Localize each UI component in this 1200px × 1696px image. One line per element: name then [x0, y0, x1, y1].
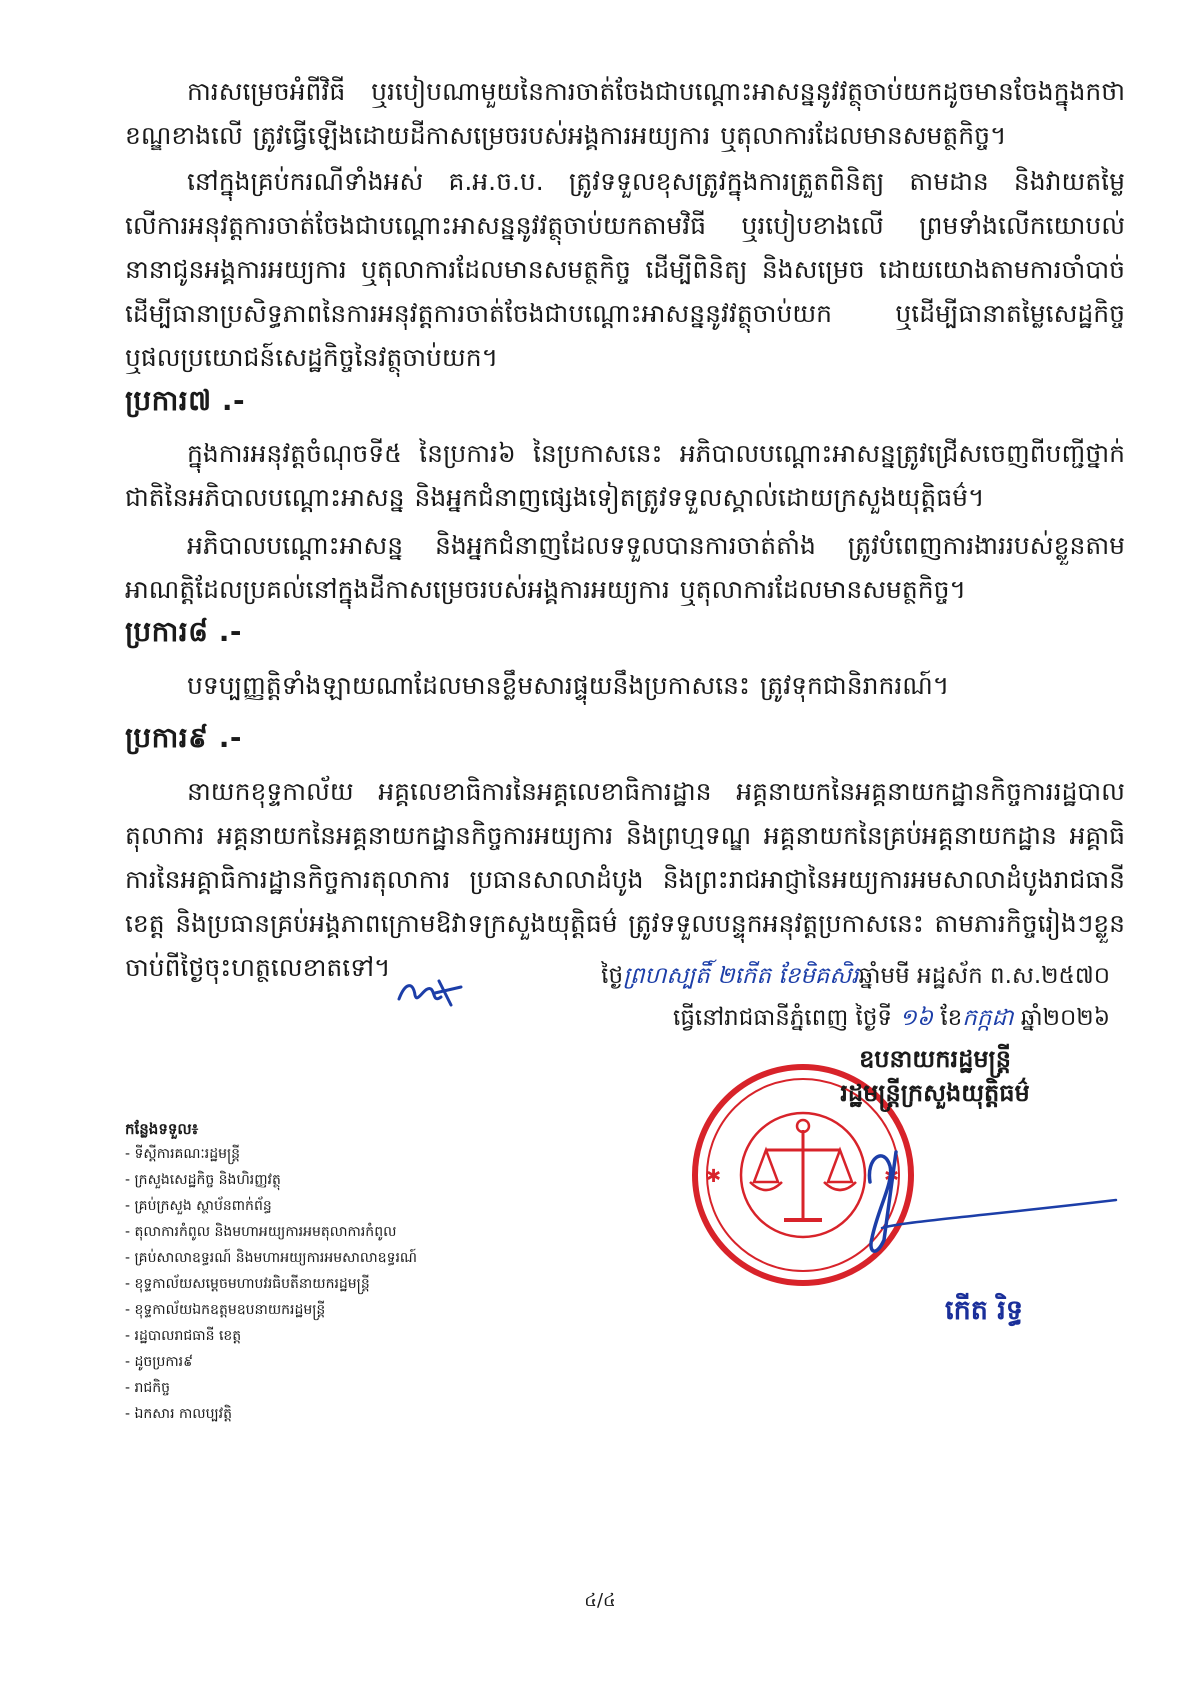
recipients-list: [125, 1117, 555, 1427]
lunar-date-line: [601, 955, 1110, 997]
recipients-title: កន្លែងទទួល៖: [125, 1120, 199, 1138]
solar-date-month-prefix: ខែ: [940, 1005, 963, 1031]
recipient-item: - ខុទ្ទកាល័យសម្តេចមហាបវរធិបតីនាយករដ្ឋមន្ត្រី: [125, 1271, 555, 1297]
recipient-item: - គ្រប់ក្រសួង ស្ថាប័នពាក់ព័ន្ធ: [125, 1193, 555, 1219]
paragraph-administrator-selection: ក្នុងការអនុវត្តចំណុចទី៥ នៃប្រការ៦ នៃប្រកាសនេះ អភិបាលបណ្តោះអាសន្នត្រូវជ្រើសចេញពីបញ្ជីថ្នាក់ជាតិនៃអភិបាលបណ្តោះអាសន្ន និងអ្នកជំនាញផ្សេងទៀតត្រូវទទួលស្គាល់ដោយក្រសួងយុត្តិធម៌។: [125, 439, 1125, 512]
recipient-item: - ខុទ្ទកាល័យឯកឧត្តមឧបនាយករដ្ឋមន្ត្រី: [125, 1297, 555, 1323]
paragraph-administrator-duties: អភិបាលបណ្តោះអាសន្ន និងអ្នកជំនាញដែលទទួលបានការចាត់តាំង ត្រូវបំពេញការងាររបស់ខ្លួនតាមអាណត្តិដែលប្រគល់នៅក្នុងដីកាសម្រេចរបស់អង្គការអយ្យការ ឬតុលាការដែលមានសមត្ថកិច្ច។: [125, 531, 1125, 604]
deputy-prime-minister-title: ឧបនាយករដ្ឋមន្ត្រី: [859, 1045, 1011, 1073]
solar-date-day: ១៦: [899, 1005, 934, 1031]
svg-text:✱: ✱: [706, 1166, 722, 1187]
solar-date-prefix: ធ្វើនៅរាជធានីភ្នំពេញ ថ្ងៃទី: [673, 1005, 893, 1031]
solar-date-month: កក្កដា: [962, 1005, 1014, 1031]
signer-name: កើត រិទ្ធ: [945, 1295, 1023, 1326]
minister-signature: [830, 1118, 1120, 1268]
article-7-heading: ប្រការ៧ .-: [125, 384, 246, 417]
lunar-date-prefix: ថ្ងៃ: [601, 963, 624, 989]
paragraph-implementation: នាយកខុទ្ទកាល័យ អគ្គលេខាធិការនៃអគ្គលេខាធិការដ្ឋាន អគ្គនាយកនៃអគ្គនាយកដ្ឋានកិច្ចការរដ្ឋបាលតុលាការ អគ្គនាយកនៃអគ្គនាយកដ្ឋានកិច្ចការអយ្យការ និងព្រហ្មទណ្ឌ អគ្គនាយកនៃគ្រប់អគ្គនាយកដ្ឋាន អគ្គាធិការនៃអគ្គាធិការដ្ឋានកិច្ចការតុលាការ ប្រធានសាលាដំបូង និងព្រះរាជអាជ្ញានៃអយ្យការអមសាលាដំបូងរាជធានី ខេត្ត និងប្រធានគ្រប់អង្គភាពក្រោមឱវាទក្រសួងយុត្តិធម៌ ត្រូវទទួលបន្ទុកអនុវត្តប្រកាសនេះ តាមភារកិច្ចរៀងៗខ្លួន ចាប់ពីថ្ងៃចុះហត្ថលេខាតទៅ។: [125, 777, 1125, 982]
paragraph-repeal: បទប្បញ្ញត្តិទាំងឡាយណាដែលមានខ្លឹមសារផ្ទុយនឹងប្រកាសនេះ ត្រូវទុកជានិរាករណ៍។: [187, 671, 950, 700]
recipient-item: - ឯកសារ កាលប្បវត្តិ: [125, 1401, 555, 1427]
recipient-item: - ដូចប្រការ៩: [125, 1349, 555, 1375]
solar-date-line: [601, 997, 1110, 1039]
solar-date-year: ឆ្នាំ២០២៦: [1020, 1005, 1110, 1031]
recipients-items: [125, 1141, 555, 1427]
recipient-item: - ក្រសួងសេដ្ឋកិច្ច និងហិរញ្ញវត្ថុ: [125, 1167, 555, 1193]
recipient-item: - គ្រប់សាលាឧទ្ធរណ៍ និងមហាអយ្យការអមសាលាឧទ្ធរណ៍: [125, 1245, 555, 1271]
svg-text:✱: ✱: [884, 1166, 900, 1187]
minister-of-justice-title: រដ្ឋមន្ត្រីក្រសួងយុត្តិធម៌: [840, 1079, 1030, 1107]
recipient-item: - តុលាការកំពូល និងមហាអយ្យការអមតុលាការកំពូល: [125, 1219, 555, 1245]
paragraph-decision-method: ការសម្រេចអំពីវិធី ឬរបៀបណាមួយនៃការចាត់ចែងជាបណ្តោះអាសន្ននូវវត្ថុចាប់យកដូចមានចែងក្នុងកថាខណ្ឌខាងលើ ត្រូវធ្វើឡើងដោយដីកាសម្រេចរបស់អង្គការអយ្យការ ឬតុលាការដែលមានសមត្ថកិច្ច។: [125, 77, 1125, 150]
lunar-date-handwritten: ព្រហស្បតិ៍ ២កើត ខែមិគសិរ: [623, 963, 859, 989]
recipient-item: - រាជកិច្ច: [125, 1375, 555, 1401]
recipient-item: - ទីស្តីការគណៈរដ្ឋមន្ត្រី: [125, 1141, 555, 1167]
date-block: [601, 955, 1110, 1039]
signatory-titles: [770, 1042, 1100, 1110]
initials-signature: [395, 975, 465, 1011]
page-number: ៤/៤: [584, 1590, 616, 1611]
recipient-item: - រដ្ឋបាលរាជធានី ខេត្ត: [125, 1323, 555, 1349]
article-8-heading: ប្រការ៨ .-: [125, 615, 242, 648]
paragraph-oversight: នៅក្នុងគ្រប់ករណីទាំងអស់ គ.អ.ច.ប. ត្រូវទទួលខុសត្រូវក្នុងការត្រួតពិនិត្យ តាមដាន និងវាយតម្លៃលើការអនុវត្តការចាត់ចែងជាបណ្តោះអាសន្ននូវវត្ថុចាប់យកតាមវិធី ឬរបៀបខាងលើ ព្រមទាំងលើកយោបល់នានាជូនអង្គការអយ្យការ ឬតុលាការដែលមានសមត្ថកិច្ច ដើម្បីពិនិត្យ និងសម្រេច ដោយយោងតាមការចាំបាច់ដើម្បីធានាប្រសិទ្ធភាពនៃការអនុវត្តការចាត់ចែងជាបណ្តោះអាសន្ននូវវត្ថុចាប់យក ឬដើម្បីធានាតម្លៃសេដ្ឋកិច្ច ឬផលប្រយោជន៍សេដ្ឋកិច្ចនៃវត្ថុចាប់យក។: [125, 167, 1125, 372]
lunar-date-suffix: ឆ្នាំមមី អដ្ឋស័ក ព.ស.២៥៧០: [858, 963, 1110, 989]
article-9-heading: ប្រការ៩ .-: [125, 721, 242, 754]
